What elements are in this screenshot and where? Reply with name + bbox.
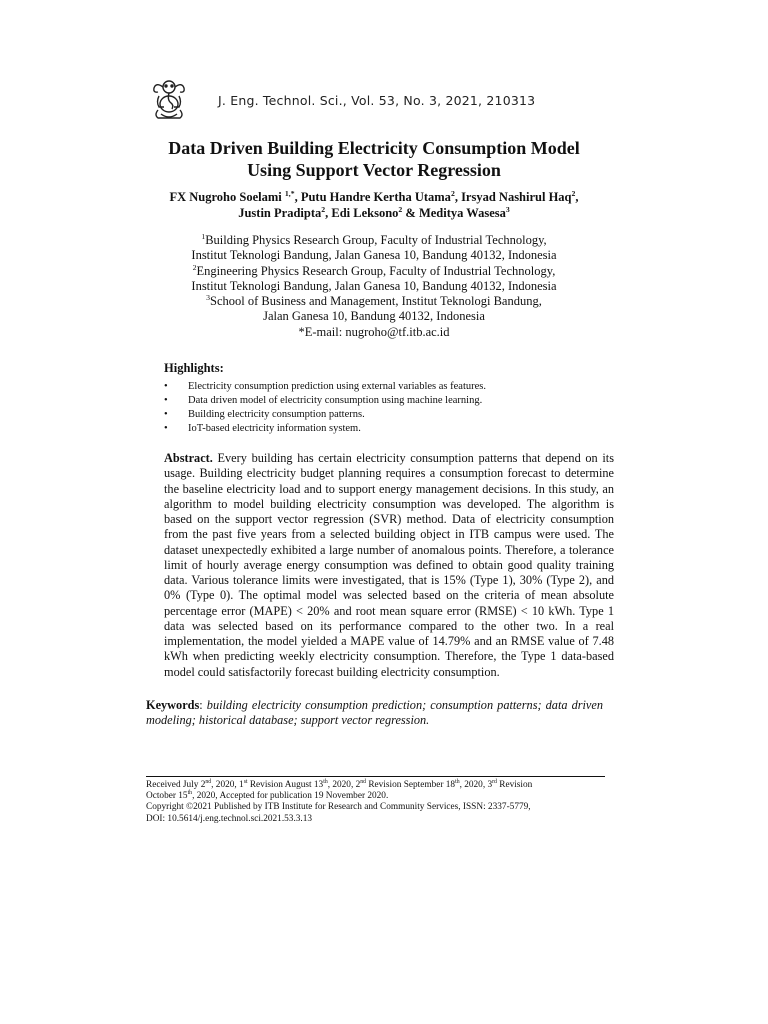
- highlight-item: • IoT-based electricity information system.: [164, 422, 486, 436]
- highlight-item: • Data driven model of electricity consumption using machine learning.: [164, 394, 486, 408]
- affiliation-sup: 1: [201, 231, 206, 241]
- abstract-label: Abstract.: [164, 451, 213, 465]
- highlight-item: • Electricity consumption prediction using external variables as features.: [164, 380, 486, 394]
- keywords-label: Keywords: [146, 698, 200, 712]
- affiliations: [130, 233, 618, 340]
- journal-header: J. Eng. Technol. Sci., Vol. 53, No. 3, 2021, 210313: [218, 93, 536, 108]
- author-name: , Edi Leksono: [325, 206, 399, 220]
- author-affil-sup: 2: [571, 188, 576, 198]
- affiliation-sup: 2: [192, 262, 197, 272]
- keywords: [146, 698, 603, 729]
- affiliation-line: $^2$Engineering Physics Research Group, Faculty of Industrial Technology,: [192, 262, 556, 278]
- author-affil-sup: 2: [321, 204, 326, 214]
- author-name: , Irsyad Nashirul Haq: [454, 190, 572, 204]
- affiliation-line: Jalan Ganesa 10, Bandung 40132, Indonesia: [263, 309, 485, 324]
- keywords-separator: :: [199, 698, 207, 712]
- affiliation-line: Institut Teknologi Bandung, Jalan Ganesa 10, Bandung 40132, Indonesia: [191, 248, 557, 263]
- keywords-text: building electricity consumption prediction; consumption patterns; data driven modeling; historical database; support vector regression.: [146, 698, 603, 728]
- author-affil-sup: 2: [398, 204, 403, 214]
- author-affil-sup: 2: [450, 188, 455, 198]
- affiliation-line: Institut Teknologi Bandung, Jalan Ganesa 10, Bandung 40132, Indonesia: [191, 278, 557, 293]
- highlights-list: [164, 380, 486, 436]
- highlight-item: • Building electricity consumption patterns.: [164, 408, 486, 422]
- paper-title: [130, 137, 618, 181]
- footnote: [146, 780, 606, 825]
- affiliation-sup: 3: [206, 293, 210, 303]
- author-line-2: [130, 205, 618, 221]
- doi-line[interactable]: DOI: 10.5614/j.eng.technol.sci.2021.53.3.13: [146, 813, 313, 824]
- author-name: Justin Pradipta: [238, 206, 322, 220]
- author-name: FX Nugroho Soelami: [169, 190, 282, 204]
- copyright-line: Copyright ©2021 Published by ITB Institute for Research and Community Services, ISSN: 2337-5779,: [146, 802, 531, 813]
- highlights-heading: Highlights:: [164, 361, 224, 375]
- corresponding-email[interactable]: *E-mail: nugroho@tf.itb.ac.id: [298, 324, 450, 339]
- accepted-line: October 15th, 2020, Accepted for publication 19 November 2020.: [146, 790, 389, 802]
- author-name: , Putu Handre Kertha Utama: [294, 190, 451, 204]
- author-name: & Meditya Wasesa: [402, 206, 506, 220]
- author-line-1: [130, 189, 618, 205]
- title-line-2: Using Support Vector Regression: [247, 160, 501, 180]
- footnote-divider: [146, 776, 605, 777]
- itb-ganesha-logo-icon: [150, 78, 188, 122]
- title-line-1: Data Driven Building Electricity Consumption Model: [168, 138, 580, 158]
- author-list: [130, 189, 618, 221]
- abstract: [164, 451, 614, 680]
- author-affil-sup: 3: [505, 204, 510, 214]
- abstract-text: Every building has certain electricity consumption patterns that depend on its usage. Building electricity budget planning requires a consumption forecast to determine the baseline electricity load and to support energy management decisions. In this study, an algorithm to model building electricity consumption was developed. The algorithm is based on the support vector regression (SVR) method. Data of electricity consumption from the past five years from a selected building object in ITB campus were used. The dataset unexpectedly exhibited a large number of anomalous points. Therefore, a tolerance limit of hourly average energy consumption was defined to obtain good quality training data. Various tolerance limits were investigated, that is 15% (Type 1), 30% (Type 2), and 0% (Type 0). The optimal model was selected based on the criteria of mean absolute percentage error (MAPE) < 20% and root mean square error (RMSE) < 10 kWh. Type 1 data was selected based on its performance compared to the other two. In a real implementation, the model yielded a MAPE value of 14.79% and an RMSE value of 7.48 kWh when predicting weekly electricity consumption. Therefore, the Type 1 data-based model could satisfactorily forecast building electricity consumption.: [164, 451, 614, 679]
- author-affil-sup: 1,*: [284, 188, 295, 198]
- affiliation-line: $^3$School of Business and Management, Institut Teknologi Bandung,: [206, 293, 542, 309]
- received-line: Received July 2nd, 2020, 1st Revision August 13th, 2020, 2nd Revision September 18th, 2020, 3rd Revision: [146, 778, 533, 790]
- affiliation-line: $^1$Building Physics Research Group, Faculty of Industrial Technology,: [201, 231, 547, 247]
- author-separator: ,: [575, 190, 579, 204]
